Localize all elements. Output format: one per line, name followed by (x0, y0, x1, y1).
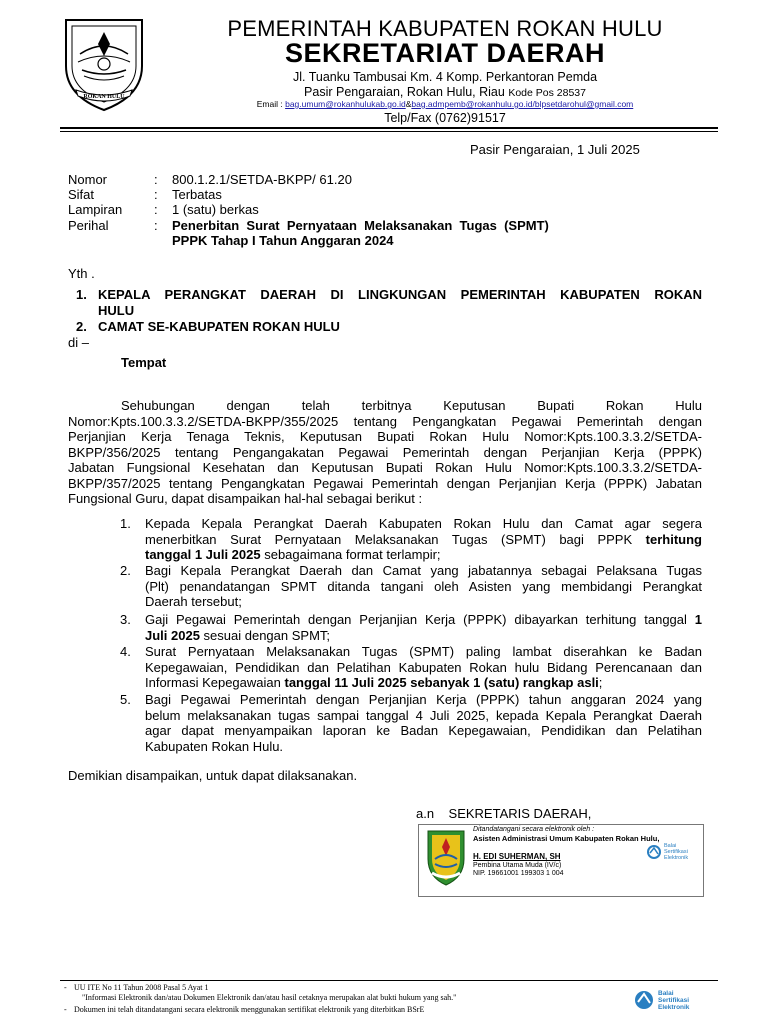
point-line: (Plt) penandatangan SPMT ditanda tangani oleh Asisten yang membidangi Perangkat (145, 578, 702, 594)
place-and-date: Pasir Pengaraian, 1 Juli 2025 (470, 142, 640, 157)
letterhead-office-name: SEKRETARIAT DAERAH (284, 38, 605, 68)
di-line: di – (68, 335, 89, 350)
meta-key: Perihal (68, 218, 109, 233)
point-bold-run: tanggal 1 Juli 2025 (145, 547, 261, 562)
point-line: agar dapat menyampaikan laporan ke Badan Kepegawaian, Pendidikan dan Pelatihan (145, 723, 702, 738)
footer-line-1 (64, 983, 634, 993)
bsre-footer-logo-icon (632, 986, 712, 1014)
bsre-text-2: Sertifikasi (664, 849, 688, 855)
point-text (145, 612, 702, 643)
point-text-run: Gaji Pegawai Pemerintah dengan Perjanjian Kerja (PPPK) dibayarkan terhitung tanggal (145, 612, 695, 627)
point-text (145, 516, 702, 563)
meta-key: Nomor (68, 172, 108, 187)
meta-value-subject-line-2: PPPK Tahap I Tahun Anggaran 2024 (172, 233, 394, 248)
intro-line: Sehubungan dengan telah terbitnya Keputusan Bupati Rokan Hulu (121, 398, 702, 413)
point-line: Bagi Kepala Perangkat Daerah dan Camat yang jabatannya sebagai Pelaksana Tugas (145, 563, 702, 578)
letterhead-rule-thick (60, 127, 718, 129)
intro-line: Perjanjian Kerja Tenaga Teknis, Keputusan Bupati Rokan Hulu Nomor:Kpts.100.3.3.2/SETDA- (68, 429, 702, 444)
intro-line: Jabatan Fungsional Kesehatan dan Keputusan Bupati Rokan Hulu Nomor:Kpts.100.3.3.2/SETDA- (68, 460, 702, 475)
recipient-text-line-1: KEPALA PERANGKAT DAERAH DI LINGKUNGAN PEMERINTAH KABUPATEN ROKAN (98, 287, 702, 302)
meta-colon: : (154, 172, 158, 187)
salutation-yth: Yth . (68, 266, 95, 281)
point-line (145, 628, 702, 644)
signature-title (416, 806, 591, 821)
intro-line: Fungsional Guru, dapat disampaikan hal-hal sebagai berikut : (68, 491, 423, 506)
recipient-number: 1. (76, 287, 87, 302)
point-line: Kabupaten Rokan Hulu. (145, 738, 284, 754)
tempat: Tempat (121, 355, 167, 370)
footer-esign-note: Dokumen ini telah ditandatangani secara elektronik menggunakan sertifikat elektronik yang diterbitkan BSrE (74, 1005, 425, 1014)
email-link-umum[interactable]: bag.umum@rokanhulukab.go.id (285, 99, 406, 109)
point-line: belum melaksanakan tugas sampai tanggal 4 Juli 2025, kepada Kepala Perangkat Daerah (145, 707, 702, 723)
intro-paragraph (68, 398, 702, 507)
footer-bullet: - (64, 983, 67, 992)
point-line (145, 612, 702, 628)
email-link-admpemb[interactable]: bag.admpemb@rokanhulu.go.id/blpsetdarohul@gmail.com (411, 99, 634, 109)
point-bold-run: terhitung (645, 531, 702, 547)
bsre-text-3: Elektronik (664, 855, 689, 861)
point-line: Kepada Kepala Perangkat Daerah Kabupaten Rokan Hulu dan Camat agar segera (145, 516, 702, 531)
rokan-hulu-emblem-logo (60, 14, 148, 114)
point-bold-run: 1 (694, 612, 702, 627)
point-text (145, 644, 702, 691)
point-line (145, 675, 702, 691)
point-text-run: menerbitkan Surat Pernyataan Melaksanakan Tugas (SPMT) bagi PPPK (145, 531, 646, 547)
bsre-logo-icon (646, 839, 698, 865)
point-text (145, 692, 702, 754)
point-bold-run: Juli 2025 (145, 627, 200, 643)
recipient-text: CAMAT SE-KABUPATEN ROKAN HULU (98, 319, 340, 334)
footer-bullet: - (64, 1005, 67, 1014)
intro-line: Nomor:Kpts.100.3.3.2/SETDA-BKPP/355/2025 tentang Pengangkatan Pegawai Pemerintah dengan (68, 413, 702, 429)
intro-line: BKPP/356/2025 tentang Pengangakatan Pegawai Pemerintah dengan Perjanjian Kerja (PPPK) (68, 444, 702, 460)
point-line (145, 532, 702, 548)
letterhead-address-line-2 (150, 85, 740, 99)
signed-electronically-note: Ditandatangani secara elektronik oleh : (473, 826, 595, 833)
regency-emblem-color-icon (426, 829, 466, 887)
signature-an: a.n (416, 806, 435, 821)
postal-code: Kode Pos 28537 (508, 87, 586, 99)
meta-colon: : (154, 187, 158, 202)
logo-caption: ROKAN HULU (83, 94, 125, 100)
meta-key: Sifat (68, 187, 95, 202)
meta-colon: : (154, 218, 158, 233)
letterhead-rule-thin (60, 131, 718, 132)
signer-rank: Pembina Utama Muda (IV/c) (473, 861, 562, 869)
footer-line-2: "Informasi Elektronik dan/atau Dokumen Elektronik dan/atau hasil cetaknya merupakan alat bukti hukum yang sah." (82, 992, 457, 1002)
letterhead-government-name: PEMERINTAH KABUPATEN ROKAN HULU (227, 16, 663, 41)
meta-value: Terbatas (172, 187, 222, 202)
meta-value-subject-line-1: Penerbitan Surat Pernyataan Melaksanakan Tugas (SPMT) (172, 218, 549, 233)
recipient-text-line-2: HULU (98, 302, 135, 318)
point-number: 1. (120, 516, 131, 531)
signature-office: SEKRETARIS DAERAH, (448, 806, 592, 821)
letterhead-email-line (150, 99, 740, 109)
bsre-footer-text-2: Sertifikasi (658, 997, 690, 1004)
letterhead-phone: Telp/Fax (0762)91517 (384, 111, 506, 125)
signer-name: H. EDI SUHERMAN, SH (473, 852, 561, 861)
point-line: Kepegawaian, Pendidikan dan Pelatihan Kabupaten Rokan hulu Bidang Perencanaan dan (145, 659, 702, 675)
meta-value: 1 (satu) berkas (172, 202, 259, 217)
point-text (145, 563, 702, 610)
point-number: 5. (120, 692, 131, 707)
point-text-run: ; (598, 675, 603, 690)
email-label: Email : (256, 99, 286, 109)
point-text-run: sesuai dengan SPMT; (199, 627, 331, 643)
point-number: 4. (120, 644, 131, 659)
point-text-run: sebagaimana format terlampir; (260, 547, 441, 562)
point-bold-run: tanggal 11 Juli 2025 sebanyak 1 (satu) rangkap asli (284, 675, 599, 690)
bsre-footer-text-1: Balai (658, 990, 674, 997)
point-number: 2. (120, 563, 131, 578)
point-line: Daerah tersebut; (145, 594, 242, 609)
point-number: 3. (120, 612, 131, 627)
meta-value: 800.1.2.1/SETDA-BKPP/ 61.20 (172, 172, 352, 187)
footer-rule (60, 980, 718, 981)
footer-line-3 (64, 1005, 634, 1015)
letterhead-address-line-1: Jl. Tuanku Tambusai Km. 4 Komp. Perkantoran Pemda (292, 70, 598, 84)
signer-position: Asisten Administrasi Umum Kabupaten Rokan Hulu, (473, 833, 660, 843)
point-line: Surat Pernyataan Melaksanakan Tugas (SPMT) paling lambat diserahkan ke Badan (145, 644, 702, 659)
point-line (145, 547, 702, 563)
address-city: Pasir Pengaraian, Rokan Hulu, Riau (304, 85, 509, 99)
point-line: Bagi Pegawai Pemerintah dengan Perjanjian Kerja (PPPK) tahun anggaran 2024 yang (145, 692, 702, 707)
signer-nip: NIP. 19661001 199303 1 004 (473, 870, 564, 877)
meta-colon: : (154, 202, 158, 217)
bsre-footer-text-3: Elektronik (658, 1004, 690, 1011)
recipient-text (98, 287, 702, 318)
bsre-text-1: Balai (664, 843, 677, 849)
closing-sentence: Demikian disampaikan, untuk dapat dilaksanakan. (68, 768, 358, 783)
recipient-number: 2. (76, 319, 87, 334)
point-text-run: Informasi Kepegawaian (145, 675, 285, 690)
intro-line: BKPP/357/2025 tentang Pengangkatan Pegawai Pemerintah dengan Perjanjian Kerja (PPPK) Jabatan (68, 475, 702, 491)
meta-key: Lampiran (68, 202, 123, 217)
footer-notes (64, 983, 634, 1015)
email-separator: & (405, 99, 412, 109)
footer-law-ref: UU ITE No 11 Tahun 2008 Pasal 5 Ayat 1 (74, 983, 209, 992)
